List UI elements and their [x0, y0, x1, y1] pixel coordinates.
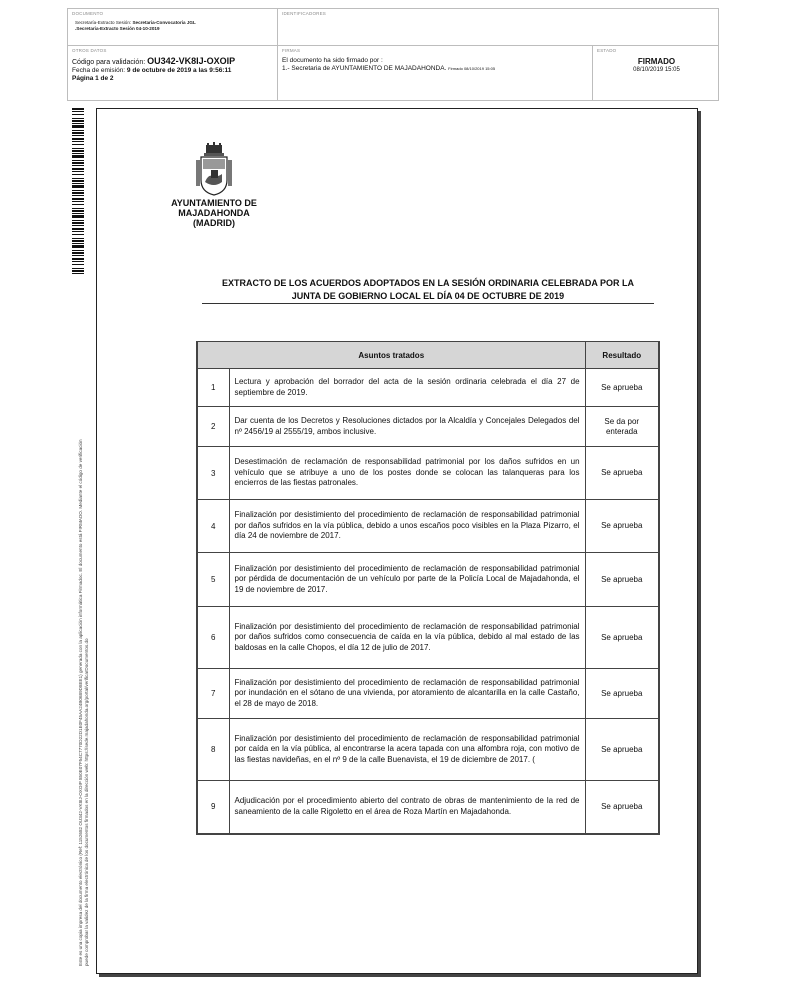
row-description: Finalización por desistimiento del procedimiento de reclamación de responsabilidad patrimonial por daños sufridos como consecuencia de caída en la vía pública, debido al mal estado de las baldosas en la calle Chopos, el día 12 de julio de 2017.	[229, 607, 585, 669]
table-row	[197, 781, 659, 834]
identifiers-cell	[278, 9, 720, 45]
institution-line-1: AYUNTAMIENTO DE	[171, 198, 257, 208]
row-number: 6	[197, 607, 229, 669]
signatures-intro: El documento ha sido firmado por :	[282, 57, 383, 64]
signatures-label: FIRMAS	[282, 48, 301, 53]
row-description: Finalización por desistimiento del procedimiento de reclamación de responsabilidad patrimonial por daños sufridos en la vía pública, debido a unos escaños poco visibles en la Plaza Pizarro, el día 24 de noviembre de 2017.	[229, 500, 585, 553]
page-counter: Página 1 de 2	[72, 75, 114, 82]
signer-line: 1.- Secretaria de AYUNTAMIENTO DE MAJADAHONDA. Firmado 08/10/2019 15:05	[282, 65, 496, 72]
status-badge: FIRMADO	[637, 57, 676, 66]
signature-header	[67, 8, 719, 101]
side-text-line-2: puede comprobar la validez de la firma electrónica de los documentos firmados en la dirección web: https://sede.majadahonda.org/portal/verificarDocumentos.do	[83, 638, 89, 966]
identifiers-label: IDENTIFICADORES	[282, 11, 327, 16]
row-number: 1	[197, 369, 229, 407]
issue-date-row: Fecha de emisión: 9 de octubre de 2019 a las 9:56:11	[72, 67, 232, 74]
table-row	[197, 719, 659, 781]
row-description: Dar cuenta de los Decretos y Resoluciones dictados por la Alcaldía y Concejales Delegados del nº 2456/19 al 2555/19, ambos inclusive.	[229, 407, 585, 447]
row-result: Se aprueba	[585, 500, 659, 553]
table-row	[197, 669, 659, 719]
validation-code-row: Código para validación: OU342-VK8IJ-OXOIP	[72, 56, 236, 66]
institution-name	[158, 198, 270, 228]
title-line-1: EXTRACTO DE LOS ACUERDOS ADOPTADOS EN LA SESIÓN ORDINARIA CELEBRADA POR LA	[221, 278, 635, 288]
table-row	[197, 553, 659, 607]
row-number: 4	[197, 500, 229, 553]
row-number: 7	[197, 669, 229, 719]
row-result: Se aprueba	[585, 669, 659, 719]
table-row	[197, 607, 659, 669]
row-result: Se aprueba	[585, 781, 659, 834]
verification-side-text	[78, 266, 89, 966]
column-header-asuntos: Asuntos tratados	[197, 342, 585, 369]
row-number: 2	[197, 407, 229, 447]
agenda-rows	[197, 369, 659, 834]
table-row	[197, 500, 659, 553]
row-description: Desestimación de reclamación de responsabilidad patrimonial por los daños sufridos en un vehículo que se atribuye a uno de los postes donde se colocan las talanqueras para los encierros de las fiestas patronales.	[229, 447, 585, 500]
other-data-cell	[68, 46, 278, 102]
row-result: Se da por enterada	[585, 407, 659, 447]
status-datetime: 08/10/2019 15:05	[633, 67, 680, 73]
row-result: Se aprueba	[585, 553, 659, 607]
page-title	[202, 277, 654, 303]
row-result: Se aprueba	[585, 719, 659, 781]
table-row	[197, 447, 659, 500]
row-description: Finalización por desistimiento del procedimiento de reclamación de responsabilidad patrimonial por inundación en el sótano de una vivienda, por atoramiento de alcantarilla en la calle Castaño, el 28 de mayo de 2018.	[229, 669, 585, 719]
row-result: Se aprueba	[585, 369, 659, 407]
institution-line-3: (MADRID)	[193, 218, 235, 228]
validation-code: OU342-VK8IJ-OXOIP	[147, 56, 236, 66]
row-result: Se aprueba	[585, 447, 659, 500]
title-underline	[202, 303, 654, 304]
institution-line-2: MAJADAHONDA	[178, 208, 250, 218]
issue-date: 9 de octubre de 2019 a las 9:56:11	[126, 67, 232, 74]
column-header-resultado: Resultado	[585, 342, 659, 369]
row-description: Finalización por desistimiento del procedimiento de reclamación de responsabilidad patrimonial por caída en la vía pública, al encontrarse la acera tapada con una alfombra roja, con motivo de las fiestas navideñas, en el nº 9 de la calle Buenavista, el 19 de diciembre de 2017. (	[229, 719, 585, 781]
document-line-2: .Secretaria-Extracto Sesión 04-10-2019	[75, 26, 160, 31]
row-number: 9	[197, 781, 229, 834]
row-result: Se aprueba	[585, 607, 659, 669]
signatures-cell	[278, 46, 593, 102]
document-cell	[68, 9, 278, 45]
coat-of-arms-icon	[193, 142, 235, 196]
row-description: Finalización por desistimiento del procedimiento de reclamación de responsabilidad patrimonial por pérdida de documentación de un vehículo por parte de la Policía Local de Majadahonda, el 19 de noviembre de 2017.	[229, 553, 585, 607]
other-data-label: OTROS DATOS	[72, 48, 107, 53]
document-label: DOCUMENTO	[72, 11, 104, 16]
table-row	[197, 407, 659, 447]
status-cell	[593, 46, 720, 102]
row-number: 8	[197, 719, 229, 781]
row-number: 5	[197, 553, 229, 607]
barcode-image	[72, 108, 84, 274]
row-description: Lectura y aprobación del borrador del acta de la sesión ordinaria celebrada el día 27 de septiembre de 2019.	[229, 369, 585, 407]
row-description: Adjudicación por el procedimiento abierto del contrato de obras de mantenimiento de la red de saneamiento de la calle Rigoletto en el área de Roza Martín en Majadahonda.	[229, 781, 585, 834]
agenda-table	[196, 341, 660, 835]
row-number: 3	[197, 447, 229, 500]
side-text-line-1: Este es una copia impresa del documento electrónico (Ref: 1152682 OU342-VK8IJ-OXOIP 850E07F54C7770D22D1E0F45AA24B0689D8EE1) generada con la aplicación informática Firmadoc. El documento está FIRMADO. Mediante el código de verificación	[78, 439, 83, 966]
status-label: ESTADO	[597, 48, 617, 53]
table-header-row	[197, 342, 659, 369]
title-line-2: JUNTA DE GOBIERNO LOCAL EL DÍA 04 DE OCTUBRE DE 2019	[291, 291, 565, 301]
table-row	[197, 369, 659, 407]
document-line-1: Secretaría-Extracto Sesión: Secretaria-Convocatoria JGL	[75, 20, 196, 25]
